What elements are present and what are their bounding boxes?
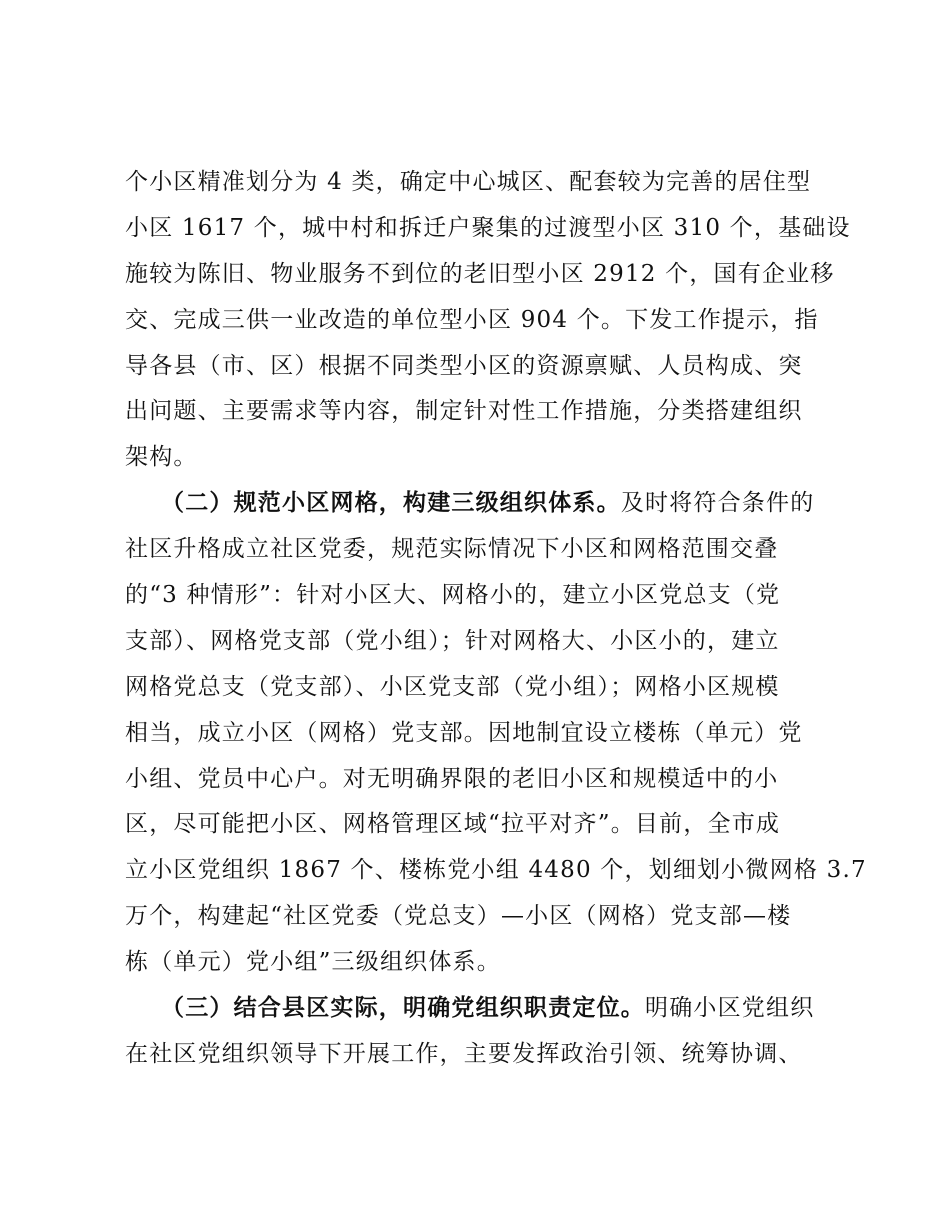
text-line: 出问题、主要需求等内容，制定针对性工作措施，分类搭建组织 — [125, 398, 803, 425]
text-line: 小区 1617 个，城中村和拆迁户聚集的过渡型小区 310 个，基础设 — [125, 214, 851, 241]
text-line: 社区升格成立社区党委，规范实际情况下小区和网格范围交叠 — [125, 536, 779, 563]
paragraph-3 — [125, 986, 835, 1078]
section-heading: （二）规范小区网格，构建三级组织体系。 — [161, 490, 621, 517]
text-line: 栋（单元）党小组”三级组织体系。 — [125, 949, 501, 976]
text-line: 施较为陈旧、物业服务不到位的老旧型小区 2912 个，国有企业移 — [125, 260, 835, 287]
text-span: 明确小区党组织 — [645, 995, 815, 1022]
text-line: 交、完成三供一业改造的单位型小区 904 个。下发工作提示，指 — [125, 306, 819, 333]
text-line: 万个，构建起“社区党委（党总支）—小区（网格）党支部—楼 — [125, 903, 792, 930]
paragraph-1 — [125, 160, 851, 481]
text-line — [125, 986, 835, 1032]
text-line: 的“3 种情形”：针对小区大、网格小的，建立小区党总支（党 — [125, 582, 781, 609]
text-line: 相当，成立小区（网格）党支部。因地制宜设立楼栋（单元）党 — [125, 719, 803, 746]
text-line: 导各县（市、区）根据不同类型小区的资源禀赋、人员构成、突 — [125, 352, 803, 379]
text-line: 小组、党员中心户。对无明确界限的老旧小区和规模适中的小 — [125, 765, 779, 792]
text-line: 架构。 — [125, 444, 198, 471]
text-line — [125, 481, 835, 527]
text-line: 立小区党组织 1867 个、楼栋党小组 4480 个，划细划小微网格 3.7 — [125, 857, 867, 884]
text-line: 个小区精准划分为 4 类，确定中心城区、配套较为完善的居住型 — [125, 169, 812, 195]
text-line: 支部）、网格党支部（党小组）；针对网格大、小区小的，建立 — [125, 627, 780, 654]
document-body — [125, 160, 867, 1078]
text-span: 及时将符合条件的 — [620, 490, 815, 517]
paragraph-2 — [125, 481, 867, 986]
text-line: 区，尽可能把小区、网格管理区域“拉平对齐”。目前，全市成 — [125, 811, 781, 838]
text-line: 在社区党组织领导下开展工作，主要发挥政治引领、统筹协调、 — [125, 1040, 803, 1067]
text-line: 网格党总支（党支部）、小区党支部（党小组）；网格小区规模 — [125, 673, 780, 700]
section-heading: （三）结合县区实际，明确党组织职责定位。 — [161, 995, 645, 1022]
